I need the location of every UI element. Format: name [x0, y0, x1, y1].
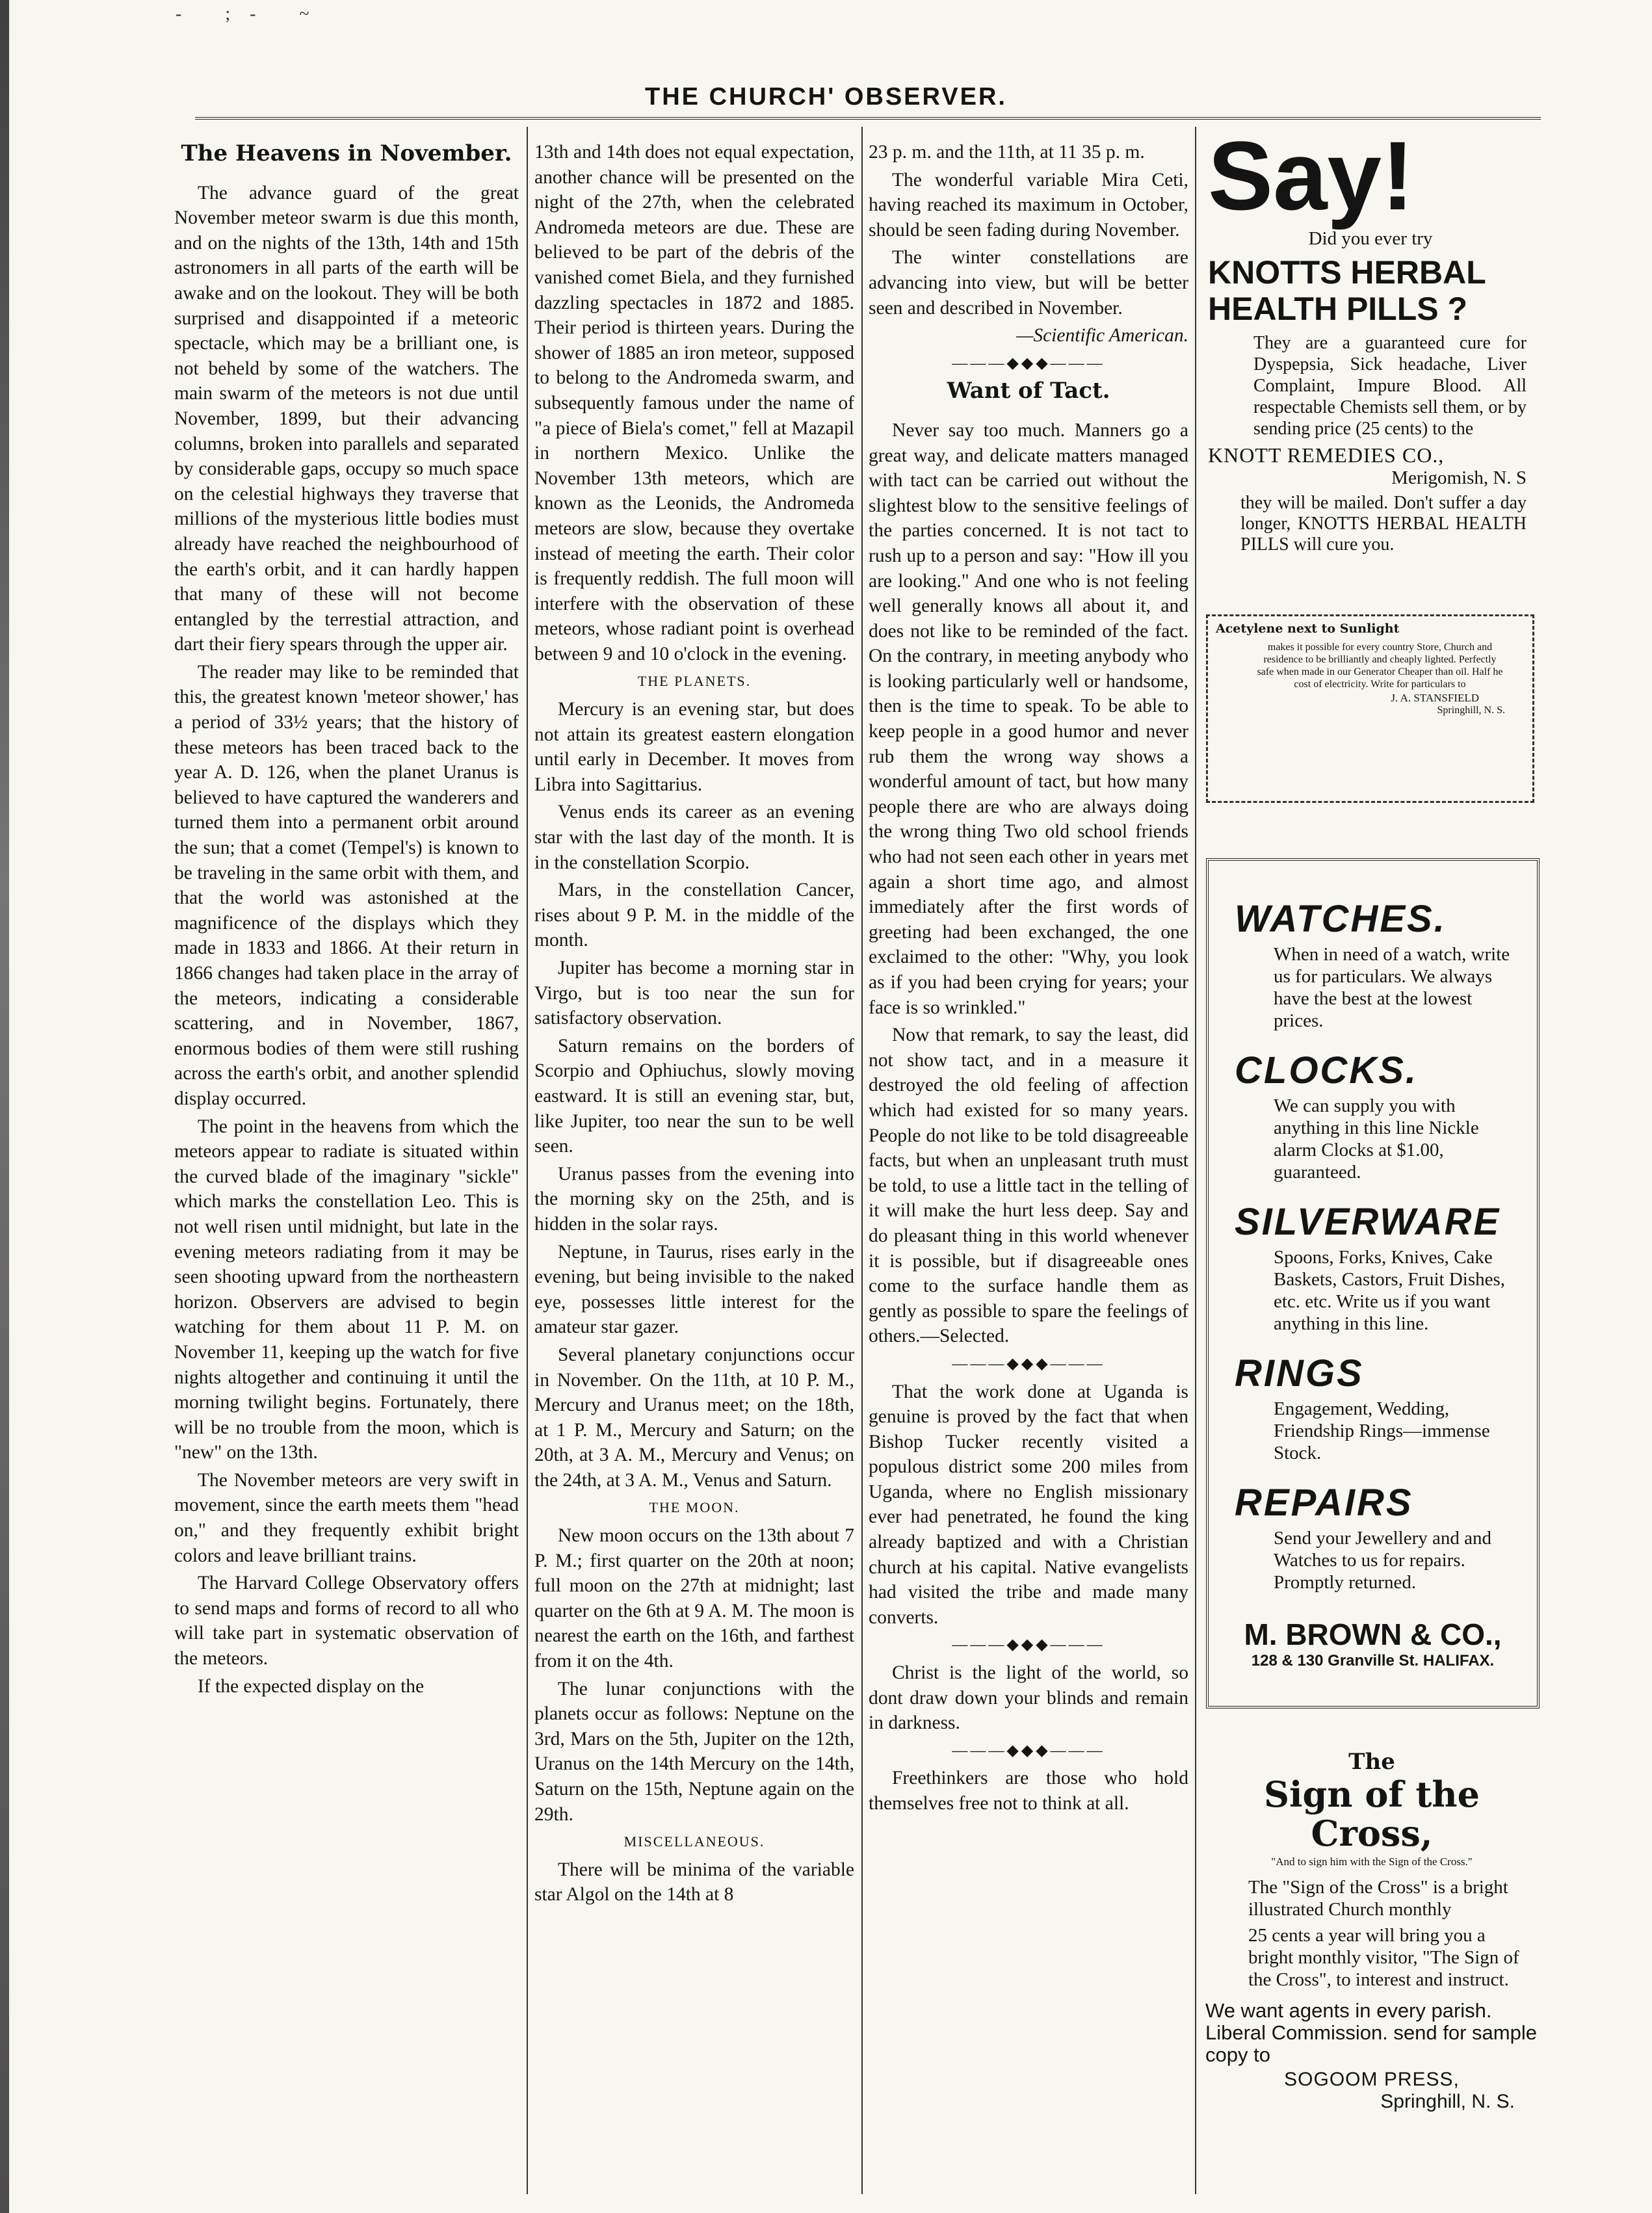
paragraph: The lunar conjunctions with the planets occur as follows: Neptune on the 3rd, Mars on the 5th, Jupiter on the 12th, Uranus on the 14th Mercury on the 14th, Saturn on the 15th, Neptune again on the 29th.	[534, 1678, 854, 1825]
brown-address: 128 & 130 Granville St. HALIFAX.	[1251, 1652, 1495, 1670]
column-1	[174, 140, 519, 2175]
repairs-text: Send your Jewellery and and Watches to us for repairs. Promptly returned.	[1274, 1528, 1492, 1593]
knotts-text: They are a guaranteed cure for Dyspepsia, Sick headache, Liver Complaint, Impure Blood. All respectable Chemists sell them, or by sending price (25 cents) to the	[1253, 333, 1527, 439]
sign-the: The	[1348, 1749, 1395, 1775]
ads-column	[1201, 121, 1540, 555]
paragraph: Uranus passes from the evening into the morning sky on the 25th, and is hidden in the solar rays.	[534, 1163, 854, 1235]
paragraph: Neptune, in Taurus, rises early in the evening, but being invisible to the naked eye, possesses little interest for the amateur star gazer.	[534, 1241, 854, 1338]
knotts-title-2: HEALTH PILLS ?	[1208, 291, 1468, 327]
column-3	[869, 140, 1188, 2175]
knott-tail: they will be mailed. Don't suffer a day longer, KNOTTS HERBAL HEALTH PILLS will cure you.	[1240, 493, 1527, 555]
section-heading-misc: MISCELLANEOUS.	[623, 1833, 765, 1850]
article-title-tact: Want of Tact.	[947, 378, 1110, 404]
paragraph: Saturn remains on the borders of Scorpio and Ophiuchus, slowly moving eastward. It is still an evening star, but, like Jupiter, too near the sun to be well seen.	[534, 1035, 854, 1157]
article-title-heavens: The Heavens in November.	[181, 140, 512, 166]
section-heading-planets: THE PLANETS.	[637, 673, 752, 690]
credit-line: —Scientific American.	[1016, 325, 1188, 347]
paper-title: THE CHURCH' OBSERVER.	[645, 83, 1007, 111]
sign-of-cross-ad	[1203, 1749, 1541, 2113]
brown-company: M. BROWN & CO.,	[1244, 1617, 1502, 1651]
acetylene-ad	[1206, 614, 1534, 803]
clocks-text: We can supply you with anything in this line Nickle alarm Clocks at $1.00, guaranteed.	[1274, 1095, 1479, 1183]
sign-agents: We want agents in every parish. Liberal Commission. send for sample copy to	[1205, 1999, 1537, 2066]
paragraph: There will be minima of the variable star Algol on the 14th at 8	[534, 1859, 854, 1905]
ornament-divider: ———◆◆◆———	[952, 1355, 1105, 1372]
acetylene-text: makes it possible for every country Store, Church and residence to be brilliantly and cheaply lighted. Perfectly safe when made in our Generator Cheaper than oil. Half he cost of electricity. Write for particulars to	[1257, 642, 1503, 690]
say-headline: Say!	[1208, 121, 1414, 230]
paragraph: Christ is the light of the world, so dont draw down your blinds and remain in darkness.	[869, 1662, 1188, 1734]
paragraph: Jupiter has become a morning star in Virgo, but is too near the sun for satisfactory observation.	[534, 958, 854, 1029]
paragraph: Mercury is an evening star, but does not attain its greatest eastern elongation until early in December. It moves from Libra into Sagittarius.	[534, 699, 854, 795]
rings-text: Engagement, Wedding, Friendship Rings—immense Stock.	[1274, 1398, 1490, 1463]
knotts-title-1: KNOTTS HERBAL	[1208, 254, 1486, 291]
brown-ad-box	[1206, 858, 1540, 1709]
paragraph: If the expected display on the	[198, 1675, 425, 1697]
paragraph: The winter constellations are advancing into view, but will be better seen and described in November.	[869, 247, 1188, 319]
silverware-heading: SILVERWARE	[1235, 1201, 1501, 1243]
knott-place: Merigomish, N. S	[1391, 467, 1527, 488]
sign-text-2: 25 cents a year will bring you a bright monthly visitor, "The Sign of the Cross", to interest and instruct.	[1248, 1925, 1519, 1990]
paragraph: Mars, in the constellation Cancer, rises about 9 P. M. in the middle of the month.	[534, 880, 854, 951]
paragraph: Venus ends its career as an evening star with the last day of the month. It is in the constellation Scorpio.	[534, 802, 854, 873]
watches-text: When in need of a watch, write us for particulars. We always have the best at the lowest prices.	[1274, 944, 1510, 1031]
repairs-heading: REPAIRS	[1235, 1482, 1413, 1524]
ornament-divider: ———◆◆◆———	[952, 354, 1105, 372]
sign-motto: "And to sign him with the Sign of the Cross."	[1271, 1855, 1473, 1868]
column-2	[534, 140, 854, 2175]
sign-title: Sign of the Cross,	[1264, 1774, 1480, 1854]
acetylene-heading: Acetylene next to Sunlight	[1216, 622, 1400, 636]
clocks-heading: CLOCKS.	[1235, 1049, 1418, 1092]
column-rule-2	[861, 127, 863, 2194]
rings-heading: RINGS	[1235, 1352, 1364, 1395]
column-rule-3	[1195, 127, 1196, 2194]
paragraph: That the work done at Uganda is genuine is proved by the fact that when Bishop Tucker recently visited a populous district some 200 miles from Uganda, where no English missionary ever had penetrated, he found the king already baptized and with a Christian church at his capital. Native evangelists had visited the tribe and made many converts.	[869, 1381, 1188, 1628]
paragraph: The point in the heavens from which the meteors appear to radiate is situated within the curved blade of the imaginary "sickle" which marks the constellation Leo. This is not well risen until midnight, but late in the evening meteors radiating from it may be seen shooting upward from the northeastern horizon. Observers are advised to begin watching for them about 11 P. M. on November 11, keeping up the watch for five nights altogether and continuing it until the morning twilight begins. Fortunately, there will be no trouble from the moon, which is "new" on the 13th.	[174, 1116, 519, 1463]
acetylene-name: J. A. STANSFIELD	[1391, 692, 1479, 704]
paragraph: The wonderful variable Mira Ceti, having reached its maximum in October, should be seen fading during November.	[869, 169, 1188, 241]
paragraph: The advance guard of the great November meteor swarm is due this month, and on the nights of the 13th, 14th and 15th astronomers in all parts of the earth will be awake and on the lookout. They will be both surprised and disappointed if a meteoric spectacle, which may be a brilliant one, is not beheld by some of the watchers. The main swarm of the meteors is not due until November, 1899, but their advancing columns, broken into parallels and separated by considerable gaps, occupy so much space on the celestial highways they traverse that millions of the mysterious little bodies must already have reached the neighbourhood of the earth's orbit, and it can hardly happen that many of these will not become entangled by the terrestial attraction, and dart their fiery spears through the upper air.	[174, 182, 519, 655]
knott-company: KNOTT REMEDIES CO.,	[1208, 443, 1445, 467]
paragraph: New moon occurs on the 13th about 7 P. M.; first quarter on the 20th at noon; full moon on the 27th at midnight; last quarter on the 6th at 9 A. M. The moon is nearest the earth on the 16th, and farthest from it on the 4th.	[534, 1525, 854, 1672]
column-rule-1	[527, 127, 528, 2194]
section-heading-moon: THE MOON.	[649, 1499, 740, 1516]
acetylene-place: Springhill, N. S.	[1437, 705, 1505, 716]
sign-text-1: The "Sign of the Cross" is a bright illustrated Church monthly	[1248, 1877, 1508, 1920]
paragraph: Now that remark, to say the least, did not show tact, and in a measure it destroyed the old feeling of affection which had existed for so many years. People do not like to be told disagreeable facts, but when an unpleasant truth must be told, to use a little tact in the telling of it will make the hurt less deep. Say and do pleasant thing in this world whenever it is possible, but if disagreeable ones come to the surface handle them as gently as possible to spare the feelings of others.—Selected.	[869, 1025, 1188, 1347]
paragraph: 13th and 14th does not equal expectation, another chance will be presented on the night of the 27th, when the celebrated Andromeda meteors are due. These are believed to be part of the debris of the vanished comet Biela, and they furnished dazzling spectacles in 1872 and 1885. Their period is thirteen years. During the shower of 1885 an iron meteor, supposed to belong to the Andromeda swarm, and subsequently famous under the name of "a piece of Biela's comet," fell at Mazapil in northern Mexico. Unlike the November 13th meteors, which are known as the Leonids, the Andromeda meteors are slow, because they overtake instead of meeting the earth. Their color is frequently reddish. The full moon will interfere with the observation of these meteors, whose radiant point is overhead between 9 and 10 o'clock in the evening.	[534, 142, 854, 664]
did-you-line: Did you ever try	[1308, 228, 1433, 249]
ornament-divider: ———◆◆◆———	[952, 1742, 1105, 1759]
paragraph: The November meteors are very swift in movement, since the earth meets them "head on," and they frequently exhibit bright colors and leave brilliant trains.	[174, 1469, 519, 1566]
paragraph: Freethinkers are those who hold themselves free not to think at all.	[869, 1768, 1188, 1814]
sign-press: SOGOOM PRESS,	[1284, 2069, 1460, 2090]
watches-heading: WATCHES.	[1235, 898, 1447, 940]
paragraph: 23 p. m. and the 11th, at 11 35 p. m.	[869, 142, 1145, 163]
masthead-rule	[195, 117, 1541, 120]
header-marks: - ;- ~	[176, 4, 329, 24]
silverware-text: Spoons, Forks, Knives, Cake Baskets, Castors, Fruit Dishes, etc. etc. Write us if you want anything in this line.	[1274, 1247, 1506, 1334]
paragraph: Several planetary conjunctions occur in November. On the 11th, at 10 P. M., Mercury and Uranus meet; on the 18th, at 1 P. M., Mercury and Saturn; on the 20th, at 3 A. M., Mercury and Venus; on the 24th, at 3 A. M., Venus and Saturn.	[534, 1344, 854, 1491]
sign-place: Springhill, N. S.	[1380, 2091, 1515, 2112]
paragraph: Never say too much. Manners go a great way, and delicate matters managed with tact can be carried out without the slightest blow to the sensitive feelings of the parties concerned. It is not tact to rush up to a person and say: "How ill you are looking." And one who is not feeling well generally knows all about it, and does not like to be reminded of the fact. On the contrary, in meeting anybody who is looking particularly well or handsome, then is the time to speak. To be able to keep people in a good humor and never rub them the wrong way shows a wonderful amount of tact, but how many people there are who are always doing the wrong thing Two old school friends who had not seen each other in years met again a short time ago, and almost immediately after the first words of greeting had been exchanged, the one exclaimed to the other: "Why, you look as if you had been crying for years; your face is so wrinkled."	[869, 419, 1188, 1018]
left-edge-bar	[0, 0, 9, 2213]
paragraph: The Harvard College Observatory offers to send maps and forms of record to all who will take part in systematic observation of the meteors.	[174, 1573, 519, 1670]
ornament-divider: ———◆◆◆———	[952, 1636, 1105, 1654]
paragraph: The reader may like to be reminded that this, the greatest known 'meteor shower,' has a period of 33½ years; that the history of these meteors has been traced back to the year A. D. 126, when the planet Uranus is believed to have captured the wanderers and turned them into a permanent orbit around the sun; that a comet (Tempel's) is known to be traveling in the same orbit with them, and that the world was astonished at the magnificence of the displays which they made in 1833 and 1866. At their return in 1866 changes had taken place in the array of the meteors, indicating a considerable scattering, and in November, 1867, enormous bodies of them were still rushing across the earth's orbit, and another splendid display occurred.	[174, 661, 519, 1109]
